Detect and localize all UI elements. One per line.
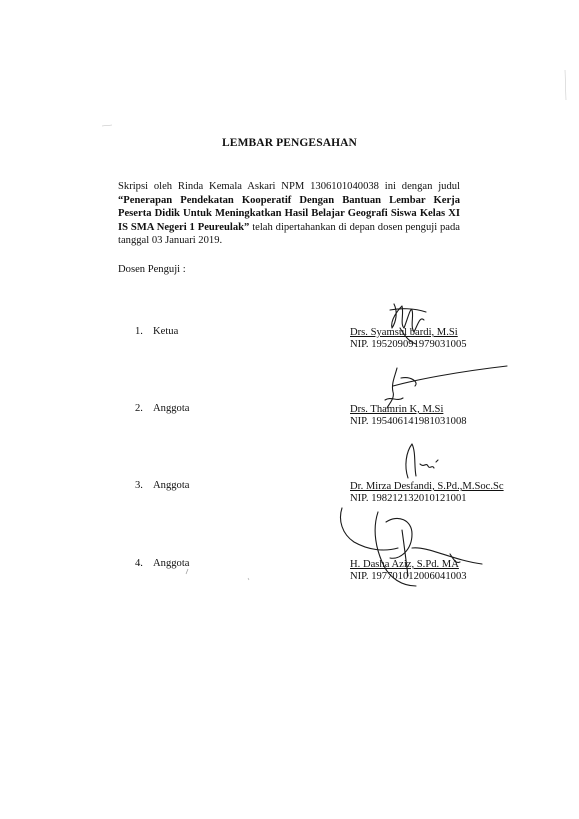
examiner-name: Dr. Mirza Desfandi, S.Pd.,M.Soc.Sc (350, 481, 504, 492)
thesis-title: “Penerapan Pendekatan Kooperatif Dengan Bantuan Lembar Kerja Peserta Didik Untuk Meningkatkan Hasil Belajar Geografi Siswa Kelas XI IS SMA Negeri 1 Peureulak” (118, 194, 460, 233)
examiner-role: Anggota (153, 480, 190, 491)
statement-prefix: Skripsi oleh Rinda Kemala Askari NPM 1306101040038 ini dengan judul (118, 181, 460, 192)
examiner-nip: NIP. 197701012006041003 (350, 571, 467, 582)
examiner-number: 3. (135, 480, 143, 491)
examiner-nip: NIP. 195209091979031005 (350, 339, 467, 350)
examiner-name: H. Dasha Aziz, S.Pd. MA (350, 559, 459, 570)
examiner-row-label (135, 326, 178, 337)
examiner-role: Anggota (153, 403, 190, 414)
examiner-number: 4. (135, 558, 143, 569)
signature-1 (380, 298, 440, 348)
page-title: LEMBAR PENGESAHAN (222, 137, 357, 149)
examiner-number: 2. (135, 403, 143, 414)
examiner-row-label (135, 480, 189, 491)
examiner-role: Anggota (153, 558, 190, 569)
examiners-heading: Dosen Penguji : (118, 264, 186, 275)
examiner-name: Drs. Syamsul bardi, M.Si (350, 327, 458, 338)
examiner-name: Drs. Thamrin K, M.Si (350, 404, 444, 415)
examiner-number: 1. (135, 326, 143, 337)
examiner-row-label (135, 403, 189, 414)
signature-2 (375, 362, 515, 412)
examiner-role: Ketua (153, 326, 179, 337)
statement-suffix: telah dipertahankan di depan dosen penguji pada tanggal 03 Januari 2019. (118, 221, 460, 246)
examiner-row-label (135, 558, 189, 569)
signature-4 (332, 500, 492, 590)
signature-3 (398, 438, 448, 484)
examiner-nip: NIP. 195406141981031008 (350, 416, 467, 427)
examiner-nip: NIP. 198212132010121001 (350, 493, 467, 504)
approval-statement (118, 180, 460, 248)
